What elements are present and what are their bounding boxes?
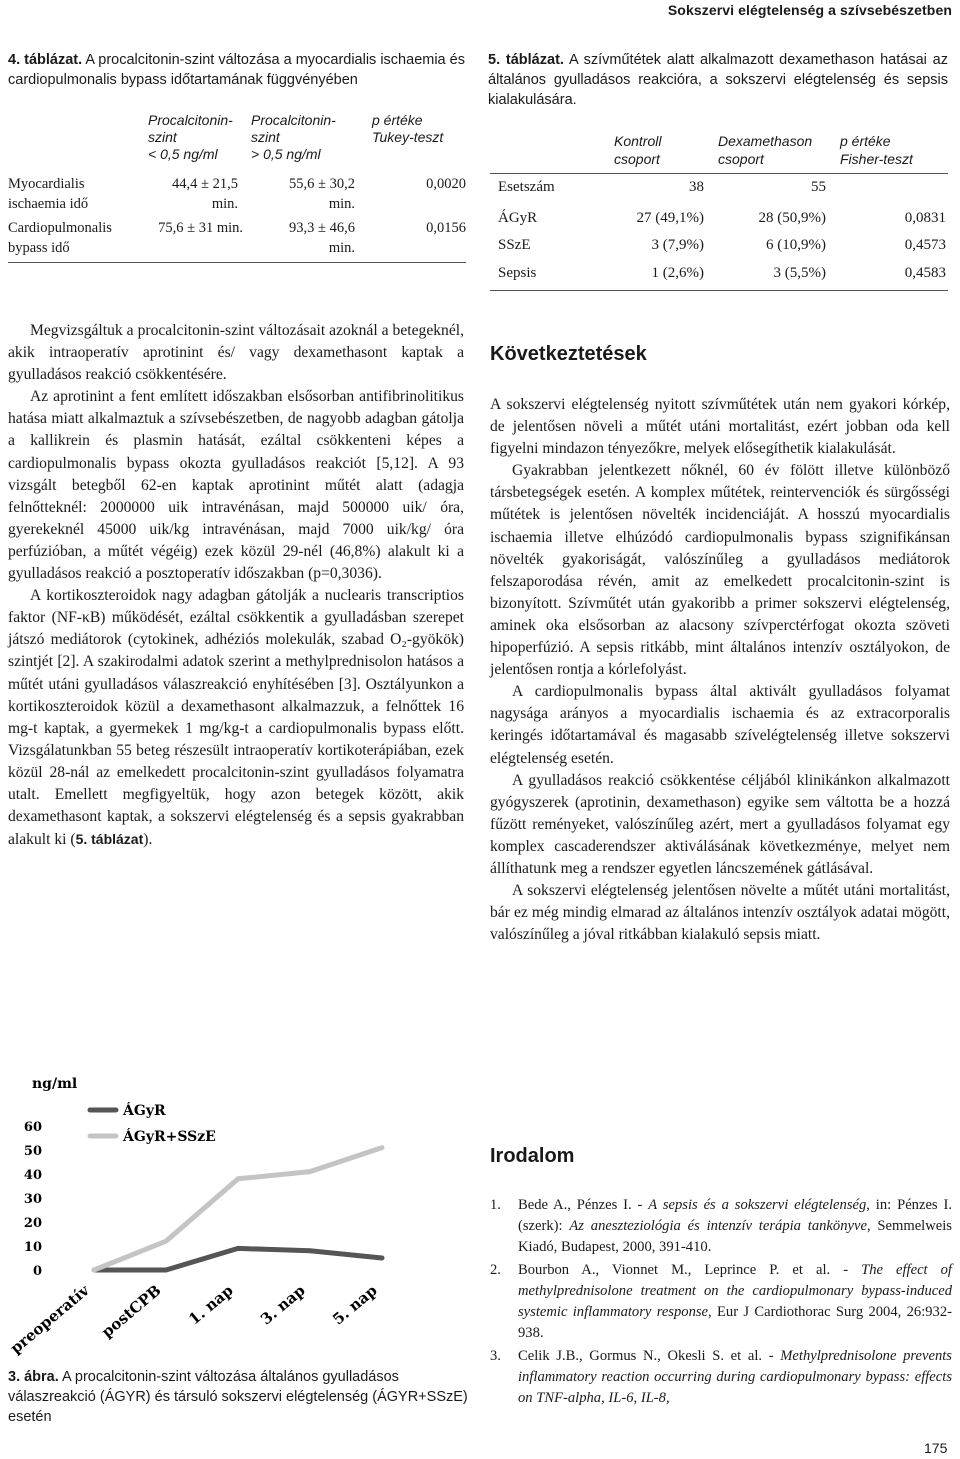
left-paragraph-2: Az aprotinint a fent említett időszakban elsősorban antifibrinolitikus hatása miatt alkalmaztuk a szívsebészetben, de nagyobb adagban gátolja a kallikrein és plasmin hatását, ezáltal csökkenteni képes a cardiopulmonalis bypass okozta gyulladásos reakciót [5,12]. A 93 vizsgált betegből 62-en kaptak aprotinint műtét alatt (adagja felnőtteknél: 2000000 uik intravénásan, majd 500000 uik/ óra, gyerekeknél 45000 uik/kg intravénásan, majd 7000 uik/kg/ óra perfúzióban, a műtét végéig) ezek közül 29-nél (46,8%) alakult ki a gyulladásos reakció a posztoperatív időszakban (p=0,3036). [8, 388, 464, 583]
table5-row2-c1: 27 (49,1%) [636, 210, 704, 226]
table5-row2-c2: 28 (50,9%) [758, 210, 826, 226]
table4-header-col2-line3: > 0,5 ng/ml [251, 146, 321, 162]
table4-row1-v1-line1: 44,4 ± 21,5 [172, 176, 238, 192]
table5-bottom-rule [490, 290, 948, 291]
y-tick-label: 10 [23, 1240, 42, 1255]
table4-header-col2 [251, 112, 371, 163]
table5-row3-c2: 6 (10,9%) [766, 237, 826, 253]
reference-publisher: , Semmelweis Kiadó, Budapest, 2000, 391-410. [518, 1218, 952, 1255]
y-tick-label: 0 [32, 1264, 42, 1279]
reference-item [490, 1346, 952, 1409]
table5-header-col1 [614, 132, 661, 168]
conclusions-heading: Következtetések [490, 343, 647, 365]
figure3-caption [8, 1367, 468, 1427]
table4-header-col2-line1: Procalcitonin- [251, 112, 336, 128]
table5 [490, 132, 948, 292]
table4-header-col3-line1: p értéke [372, 112, 423, 128]
reference-source: , Eur J Cardiothorac Surg 2004, 26:932-938. [518, 1304, 953, 1341]
table5-row4-c1: 1 (2,6%) [651, 265, 704, 281]
table5-header-col2 [718, 132, 812, 168]
table5-row3-p: 0,4573 [904, 237, 946, 253]
figure3-caption-text: A procalcitonin-szint változása általános gyulladásos válaszreakció (ÁGYR) és társuló sokszervi elégtelenség (ÁGYR+SSzE) esetén [8, 1369, 468, 1425]
table4-row2-v2-line1: 93,3 ± 46,6 [289, 220, 355, 236]
reference-title: The effect of methylprednisolone treatment on the cardiopulmonary bypass-induced systemic inflammatory response [518, 1262, 952, 1320]
right-paragraph-3: A cardiopulmonalis bypass által aktivált gyulladásos folyamat nagysága arányos a myocardialis ischaemia és az extracorporalis keringés időtartamával és magasabb szívelégtelenség illetve sokszervi elégtelenség esetén. [490, 683, 950, 767]
reference-title: A sepsis és a sokszervi elégtelenség [648, 1197, 867, 1213]
reference-item [490, 1195, 952, 1258]
y-axis-unit-label: ng/ml [32, 1076, 78, 1092]
table4-header-col1-line3: < 0,5 ng/ml [148, 146, 218, 162]
y-tick-label: 30 [23, 1192, 42, 1207]
table5-header-col2-line1: Dexamethason [718, 133, 813, 149]
x-tick-label: 5. nap [329, 1281, 381, 1329]
table-row [490, 205, 948, 232]
running-head: Sokszervi elégtelenség a szívsebészetben [667, 2, 952, 18]
table4-row1-v2 [253, 174, 355, 214]
table4-row1-v1-line2: min. [211, 196, 238, 212]
page-number: 175 [924, 1440, 948, 1456]
x-tick-label: postCPB [98, 1281, 165, 1342]
table5-row1-label: Esetszám [498, 179, 555, 195]
table5-row4-p: 0,4583 [904, 265, 946, 281]
reference-authors: Bourbon A., Vionnet M., Leprince P. et al. - [518, 1262, 862, 1278]
table4-row2-p: 0,0156 [426, 220, 466, 236]
table4-label: 4. táblázat. [8, 52, 83, 68]
table4 [8, 112, 466, 264]
table5-row3-label: SSzE [498, 237, 531, 253]
table4-bottom-rule [8, 262, 466, 263]
table4-row1-v2-line1: 55,6 ± 30,2 [289, 176, 355, 192]
left-column-text [8, 320, 464, 851]
table5-header-col3 [840, 132, 913, 168]
table4-row2-v2 [253, 218, 355, 258]
table4-row1-label-line1: Myocardialis [8, 176, 85, 192]
table5-row3-c1: 3 (7,9%) [651, 237, 704, 253]
table4-caption [8, 50, 466, 90]
table5-header-col1-line1: Kontroll [614, 133, 662, 149]
table4-row2-v1-line1: 75,6 ± 31 min. [158, 220, 243, 236]
table4-row2-label [8, 218, 148, 258]
y-tick-label: 60 [23, 1120, 42, 1135]
table4-row1-v2-line2: min. [328, 196, 355, 212]
right-paragraph-4: A gyulladásos reakció csökkentése céljából klinikánkon alkalmazott gyógyszerek (aprotinin, dexamethason) egyike sem váltotta be a hozzá fűzött reményeket, valószínűleg azért, mert a gyulladásos folyamat egy komplex cascaderendszer aktiválásának következménye, melyet nem állíthatunk meg a rendszer egyetlen láncszemének gátlásával. [490, 771, 950, 877]
x-tick-label: 1. nap [185, 1281, 237, 1329]
table5-header-col1-line2: csoport [614, 151, 660, 167]
table5-label: 5. táblázat. [488, 52, 564, 68]
right-column-text [490, 394, 950, 946]
reference-number: 3. [490, 1348, 501, 1364]
table-row [490, 232, 948, 259]
left-paragraph-3-table-ref: 5. táblázat [75, 831, 144, 848]
left-paragraph-1: Megvizsgáltuk a procalcitonin-szint változásait azoknál a betegeknél, akik intraoperatív aprotinint és/ vagy dexamethasont kaptak a gyulladásos reakció csökkentésére. [8, 322, 464, 384]
table4-row1-label [8, 174, 148, 214]
right-paragraph-5: A sokszervi elégtelenség jelentősen növelte a műtét utáni mortalitást, bár ez még mindig elmarad az általános intenzív osztályok adatai mögött, valószínűleg a jóval ritkábban kialakuló sepsis miatt. [490, 882, 950, 944]
table5-caption [488, 50, 948, 110]
table5-caption-text: A szívműtétek alatt alkalmazott dexamethason hatásai az általános gyulladásos reakcióra, a sokszervi elégtelenség és sepsis kialakulására. [488, 52, 948, 108]
right-paragraph-2: Gyakrabban jelentkezett nőknél, 60 év fölött illetve különböző társbetegségek esetén. A komplex műtétek, reintervenciók és sürgősségi műtétek is jelentősen növelték incidenciáját. A hosszú myocardialis ischaemia illetve elhúzódó cardiopulmonalis bypass szignifikánsan növelték gyakoriságát, valószínűleg a gyulladásos mediátorok felszaporodása révén, amit az emelkedett procalcitonin-szint is bizonyított. Szívműtét után gyakoribb a primer sokszervi elégtelenség, aminek oka elsősorban az alacsony szívperctérfogat okozta szöveti hipoperfúzió. A sepsis ritkább, mint általános intenzív osztályokon, de jelentősen rontja a kórlefolyást. [490, 462, 950, 679]
line-chart [8, 1070, 466, 1366]
table4-header-col2-line2: szint [251, 129, 280, 145]
reference-book: Az aneszteziológia és intenzív terápia tankönyve [569, 1218, 867, 1234]
table4-header-col1-line2: szint [148, 129, 177, 145]
legend-label-1: ÁGyR [123, 1103, 166, 1119]
left-paragraph-3 [8, 585, 464, 851]
figure3-chart [8, 1070, 466, 1366]
y-tick-label: 20 [23, 1216, 42, 1231]
table5-row4-label: Sepsis [498, 265, 537, 281]
y-tick-label: 50 [23, 1144, 42, 1159]
table4-header-col1 [148, 112, 268, 163]
table5-row1-c2: 55 [811, 179, 826, 195]
left-paragraph-3-end: ). [143, 831, 153, 849]
x-tick-label: 3. nap [257, 1281, 309, 1329]
reference-authors: Bede A., Pénzes I. - [518, 1197, 649, 1213]
table4-row2-v2-line2: min. [328, 240, 355, 256]
table4-header-col3 [372, 112, 472, 146]
table4-row1-v1 [138, 174, 238, 214]
table4-header-col1-line1: Procalcitonin- [148, 112, 233, 128]
table4-row2-label-line1: Cardiopulmonalis [8, 220, 112, 236]
reference-title: Methylprednisolone prevents inflammatory reaction occurring during cardiopulmonary bypass: effects on TNF-alpha, IL-6, IL-8, [518, 1348, 952, 1406]
table4-row1-p: 0,0020 [426, 176, 466, 192]
table4-header-col3-line2: Tukey-teszt [372, 129, 444, 145]
table4-row1-label-line2: ischaemia idő [8, 196, 89, 212]
reference-number: 2. [490, 1262, 501, 1278]
table5-header-col3-line2: Fisher-teszt [840, 151, 913, 167]
table5-row4-c2: 3 (5,5%) [773, 265, 826, 281]
table4-caption-text: A procalcitonin-szint változása a myocardialis ischaemia és cardiopulmonalis bypass időtartamának függvényében [8, 52, 465, 88]
reference-number: 1. [490, 1197, 501, 1213]
left-paragraph-3-text: A kortikoszteroidok nagy adagban gátolják a nuclearis transcriptios faktor (NF-κB) működését, ezáltal csökkentik a gyulladásban szerepet játszó mediátorok (cytokinek, adhéziós molekulák, szabad O₂-gyökök) szintjét [2]. A szakirodalmi adatok szerint a methylprednisolon hatásos a műtét utáni gyulladásos válaszreakció enyhítésében [3]. Osztályunkon a kortikoszteroidok közül a dexamethasont alkalmazzuk, a felnőttek 16 mg-t kaptak, a gyermekek 1 mg/kg-t a cardiopulmonalis bypass előtt. Vizsgálatunkban 55 beteg részesült intraoperatív kortikoterápiában, ezek közül 28-nál az emelkedett procalcitonin-szint gyulladásos folyamatra utalt. Emellett megfigyeltük, hogy azon betegek között, akik dexamethasont kaptak, a sokszervi elégtelenség és a sepsis gyakrabban alakult ki ( [8, 587, 464, 849]
y-tick-label: 40 [23, 1168, 42, 1183]
table-row [490, 260, 948, 287]
reference-authors: Celik J.B., Gormus N., Okesli S. et al. - [518, 1348, 781, 1364]
reference-source: , in: Pénzes I. (szerk): [518, 1197, 952, 1234]
table5-row2-p: 0,0831 [904, 210, 946, 226]
table5-row1-c1: 38 [689, 179, 704, 195]
table4-row2-v1 [138, 218, 243, 238]
references-list [490, 1195, 952, 1411]
table4-row2-label-line2: bypass idő [8, 240, 70, 256]
figure3-label: 3. ábra. [8, 1369, 59, 1385]
table5-header-col2-line2: csoport [718, 151, 764, 167]
references-heading: Irodalom [490, 1145, 575, 1167]
table5-row2-label: ÁGyR [498, 210, 538, 226]
table5-header-col3-line1: p értéke [840, 133, 891, 149]
legend-label-2: ÁGyR+SSzE [123, 1129, 216, 1145]
table-row [490, 174, 948, 201]
x-tick-label: preoperatív [8, 1281, 93, 1358]
reference-item [490, 1260, 952, 1344]
right-paragraph-1: A sokszervi elégtelenség nyitott szívműtétek után nem gyakori kórkép, de jelentősen növeli a műtét utáni mortalitást, ezért jobban oda kell figyelni mindazon tényezőkre, melyek elősegíthetik kialakulását. [490, 396, 950, 458]
